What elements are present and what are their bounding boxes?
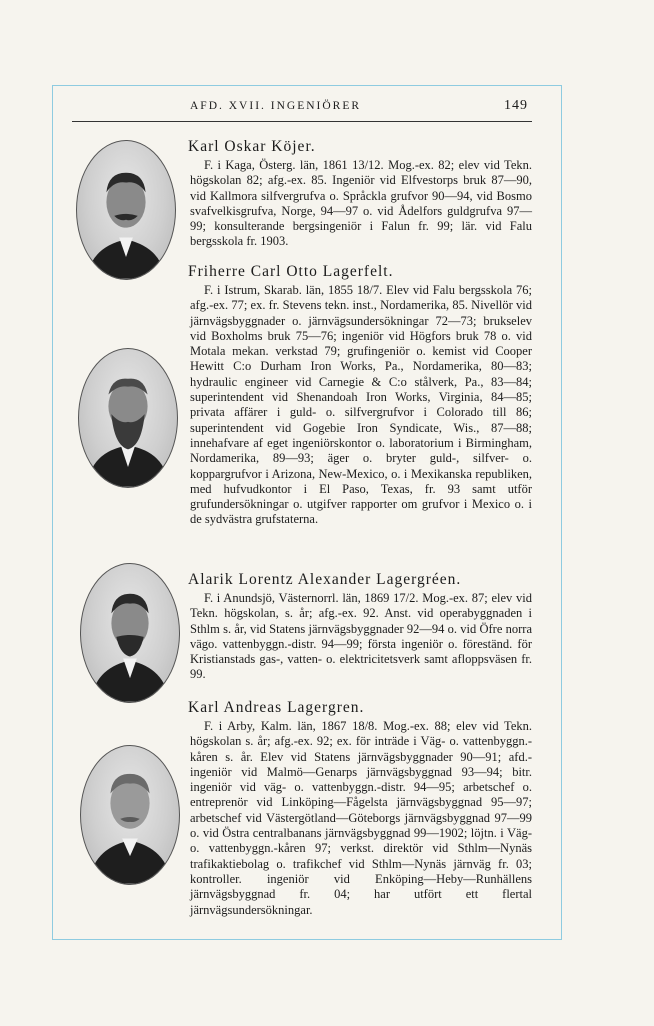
portrait-image <box>81 564 179 702</box>
person-name: Friherre Carl Otto Lagerfelt. <box>188 263 394 280</box>
biography-entry <box>190 137 532 250</box>
portrait-carl-otto-lagerfelt <box>78 348 178 488</box>
page-number: 149 <box>504 98 528 113</box>
biography-entry <box>190 698 532 918</box>
biography-entry <box>190 262 532 528</box>
person-name: Alarik Lorentz Alexander Lagergréen. <box>188 571 462 588</box>
biography-entry <box>190 570 532 683</box>
portrait-image <box>77 141 175 279</box>
header-rule <box>72 121 532 122</box>
biography-text: F. i Arby, Kalm. län, 1867 18/8. Mog.-ex. 88; elev vid Tekn. högskolan s. år; afg.-ex. 92; ex. för inträde i Väg- o. vattenbyggn.-kåren s. år. Elev vid Statens järnvägsbyggnader 90—91; afd.-ingeniör vid Malmö—Genarps järnvägsbyggnad 93—94; bitr. ingeniör vid väg- o. vattenbyggn.-distr. 94—95; arbetschef o. entreprenör vid Linköping—Fågelsta järnvägsbyggnad 95—97; arbetschef vid Västergötland—Göteborgs järnvägsbyggnad 97—99 o. vid Östra centralbanans järnvägsbyggnad 99—1902; löjtn. i Väg- o. vattenbyggn.-kåren 97; verkst. direktör vid Sthlm—Nynäs trafikaktiebolag o. trafikchef vid Sthlm—Nynäs järnväg fr. 03; kontroller. ingeniör vid Enköping—Heby—Runhällens järnvägsbyggnad fr. 04; har utfört ett flertal järnvägsundersökningar. <box>190 719 532 917</box>
person-name: Karl Andreas Lagergren. <box>188 699 365 716</box>
running-header <box>72 98 532 120</box>
portrait-image <box>81 746 179 884</box>
portrait-image <box>79 349 177 487</box>
person-name: Karl Oskar Köjer. <box>188 138 316 155</box>
portrait-karl-andreas-lagergren <box>80 745 180 885</box>
section-title: AFD. XVII. INGENIÖRER <box>190 100 362 112</box>
portrait-alarik-lagergreen <box>80 563 180 703</box>
biography-text: F. i Anundsjö, Västernorrl. län, 1869 17/2. Mog.-ex. 87; elev vid Tekn. högskolan, s. år; afg.-ex. 92. Anst. vid operabyggnaden i Sthlm s. år, vid Statens järnvägsbyggnader 92—94 o. vid Öfre norra vägo. vattenbyggn.-distr. 94—99; första ingeniör o. föreständ. för Kristianstads gas-, vatten- o. elektricitetsverk samt afloppsväsen fr. 99. <box>190 591 532 682</box>
portrait-karl-oskar-kojer <box>76 140 176 280</box>
biography-text: F. i Istrum, Skarab. län, 1855 18/7. Elev vid Falu bergsskola 76; afg.-ex. 77; ex. fr. Stevens tekn. inst., Nordamerika, 85. Nivellör vid järnvägsbyggnader o. järnvägsundersökningar 72—73; brukselev vid Boxholms bruk 75—76; ingeniör vid Högfors bruk 78 o. vid Motala mekan. verkstad 79; grufingeniör o. kemist vid Cooper Hewitt C:o Durham Iron Works, Pa., Nordamerika, 80—83; hydraulic engineer vid Carnegie & C:o stålverk, Pa., 83—84; superintendent vid Shenandoah Iron Works, Virginia, 84—85; privata affärer i guld- o. silfvergrufvor i Colorado till 86; superintendent vid Gogebie Iron Syndicate, Wis., 87—88; innehafvare af eget ingeniörskontor o. laboratorium i Birmingham, Nordamerika, 89—93; äger o. bryter guld-, silfver- o. koppargrufvor i Arizona, New-Mexico, o. i Mexikanska republiken, med hufvudkontor i El Paso, Texas, fr. 93 samt utför grufundersökningar o. utgifver rapporter om grufvor i Mexico o. i de sydvästra grufstaterna. <box>190 283 532 527</box>
biography-text: F. i Kaga, Österg. län, 1861 13/12. Mog.-ex. 82; elev vid Tekn. högskolan 82; afg.-ex. 85. Ingeniör vid Elfvestorps bruk 87—90, vid Kallmora silfvergrufva o. Språckla grufvor 90—94, vid Bosmo svafvelkisgrufva, Norge, 94—97 o. vid Ådelfors guldgrufva 97—99; konsulterande bergsingeniör i Falun fr. 99; lär. vid Falu bergsskola fr. 1903. <box>190 158 532 249</box>
